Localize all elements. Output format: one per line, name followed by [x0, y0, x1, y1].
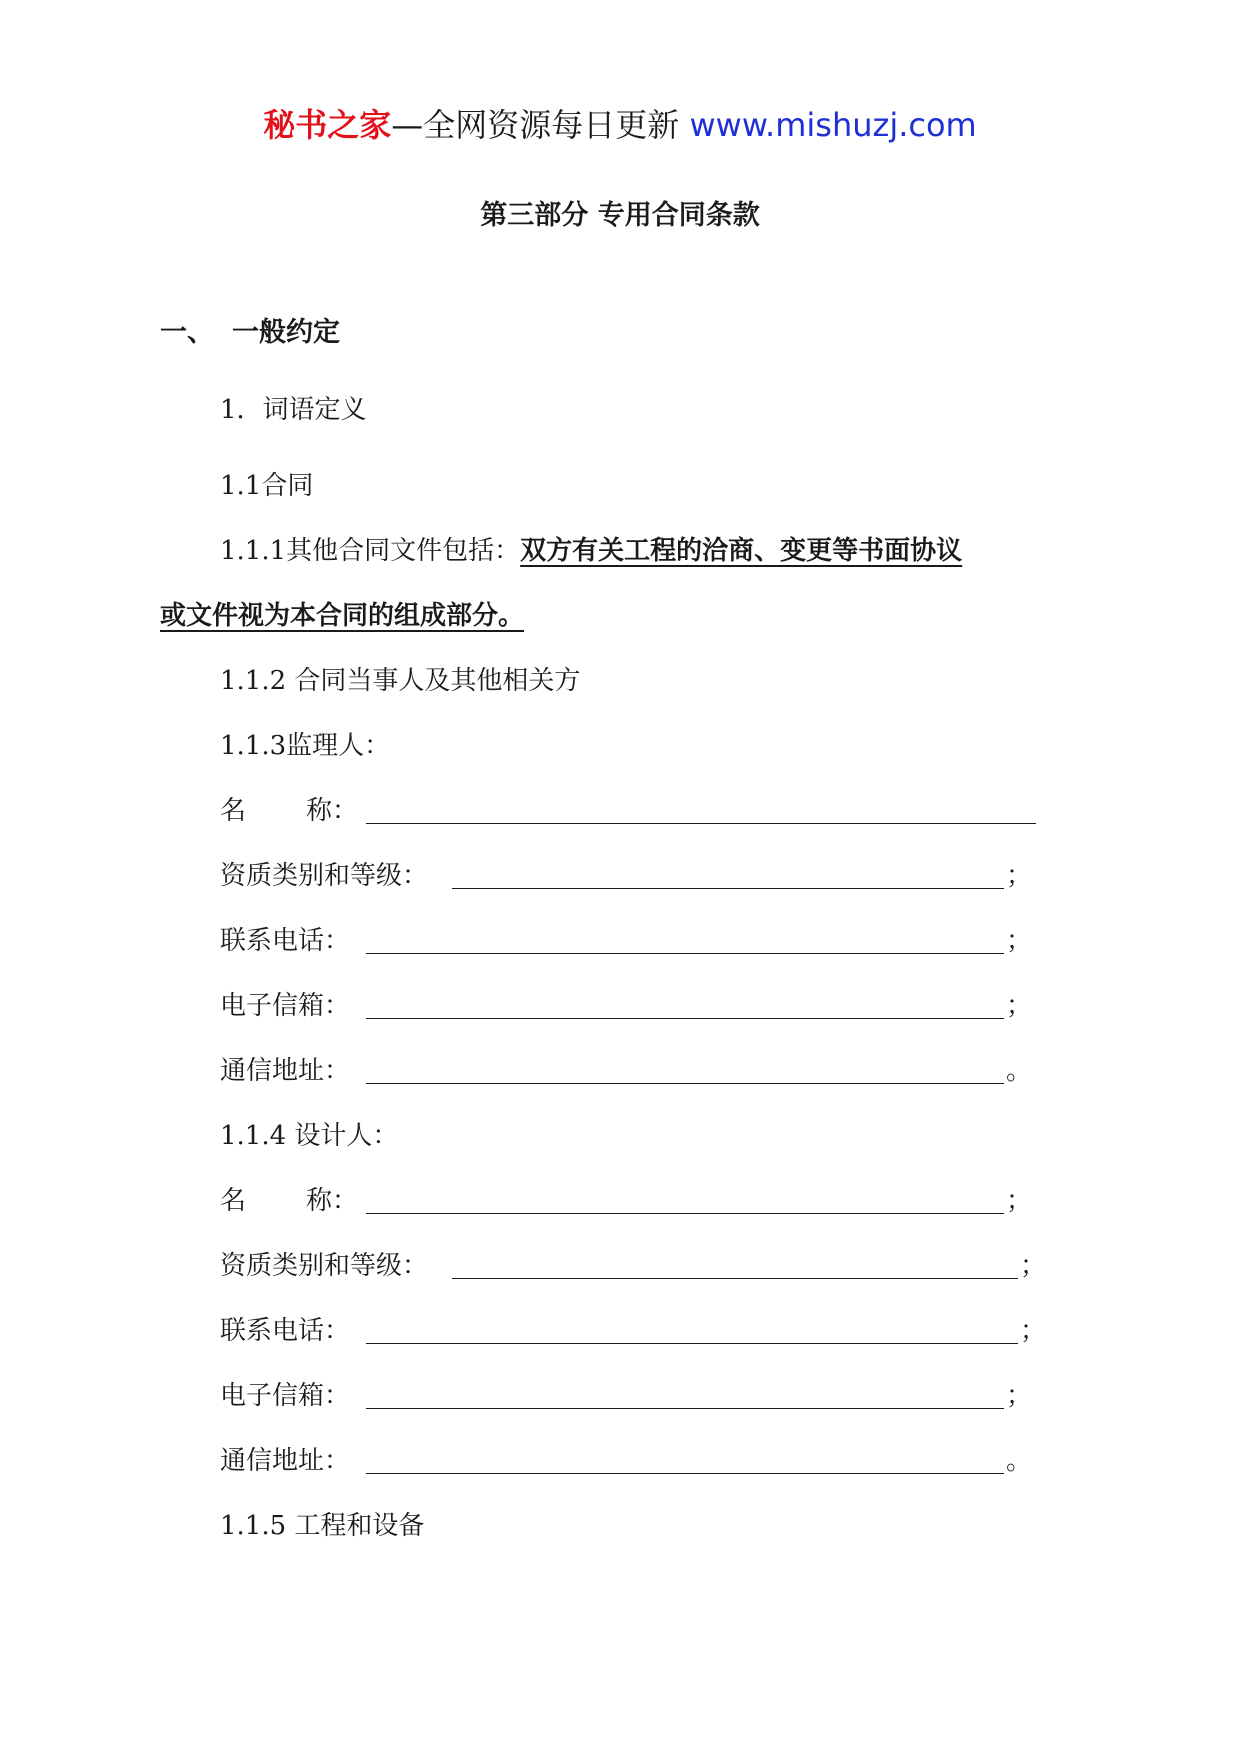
supervisor-qualification-blank[interactable]	[452, 888, 1004, 889]
site-banner	[0, 100, 1240, 150]
designer-phone-blank[interactable]	[366, 1343, 1018, 1344]
supervisor-name-field: 名 称：	[220, 791, 1040, 831]
section-title: 一般约定	[232, 317, 340, 348]
supervisor-address-field: 通信地址： 。	[220, 1051, 1040, 1091]
designer-phone-label: 联系电话：	[220, 1316, 351, 1346]
banner-slogan: —全网资源每日更新	[391, 106, 690, 144]
clause-other-documents-text: 双方有关工程的洽商、变更等书面协议	[520, 536, 963, 566]
designer-name-blank[interactable]	[366, 1213, 1004, 1214]
supervisor-phone-field: 联系电话： ；	[220, 921, 1040, 961]
clause-parties: 1.1.2 合同当事人及其他相关方	[220, 666, 581, 696]
supervisor-qualification-label: 资质类别和等级：	[220, 861, 429, 891]
section-number: 一、	[160, 317, 214, 348]
clause-designer: 1.1.4 设计人：	[220, 1121, 399, 1151]
clause-works-equipment: 1.1.5 工程和设备	[220, 1511, 425, 1541]
supervisor-email-blank[interactable]	[366, 1018, 1004, 1019]
supervisor-address-label: 通信地址：	[220, 1056, 351, 1086]
supervisor-qualification-field: 资质类别和等级： ；	[220, 856, 1040, 896]
designer-name-field: 名 称： ；	[220, 1186, 1033, 1216]
banner-url-link[interactable]: www.mishuzj.com	[689, 106, 977, 144]
designer-qualification-blank[interactable]	[452, 1278, 1018, 1279]
supervisor-phone-label: 联系电话：	[220, 926, 351, 956]
supervisor-email-field: 电子信箱： ；	[220, 986, 1040, 1026]
designer-qualification-label: 资质类别和等级：	[220, 1251, 429, 1281]
clause-other-documents-label: 1.1.1其他合同文件包括：	[220, 536, 521, 566]
designer-address-field: 通信地址： 。	[220, 1441, 1040, 1481]
designer-email-field: 电子信箱： ；	[220, 1376, 1040, 1416]
supervisor-address-blank[interactable]	[366, 1083, 1004, 1084]
supervisor-phone-blank[interactable]	[366, 953, 1004, 954]
supervisor-email-label: 电子信箱：	[220, 991, 351, 1021]
designer-email-blank[interactable]	[366, 1408, 1004, 1409]
designer-address-blank[interactable]	[366, 1473, 1004, 1474]
brand-name: 秘书之家	[263, 106, 392, 144]
clause-other-documents-text-2: 或文件视为本合同的组成部分。	[160, 601, 525, 631]
designer-qualification-field: 资质类别和等级： ；	[220, 1246, 1040, 1286]
clause-other-documents	[220, 531, 962, 571]
clause-supervisor: 1.1.3监理人：	[220, 731, 391, 761]
section-heading	[160, 313, 340, 353]
clause-other-documents-continued	[160, 596, 524, 636]
supervisor-name-blank[interactable]	[366, 823, 1036, 824]
clause-definitions: 1．词语定义	[220, 395, 367, 425]
designer-phone-field: 联系电话： ；	[220, 1311, 1040, 1351]
designer-email-label: 电子信箱：	[220, 1381, 351, 1411]
designer-address-label: 通信地址：	[220, 1446, 351, 1476]
clause-contract: 1.1合同	[220, 471, 314, 501]
part-title: 第三部分 专用合同条款	[480, 200, 760, 231]
